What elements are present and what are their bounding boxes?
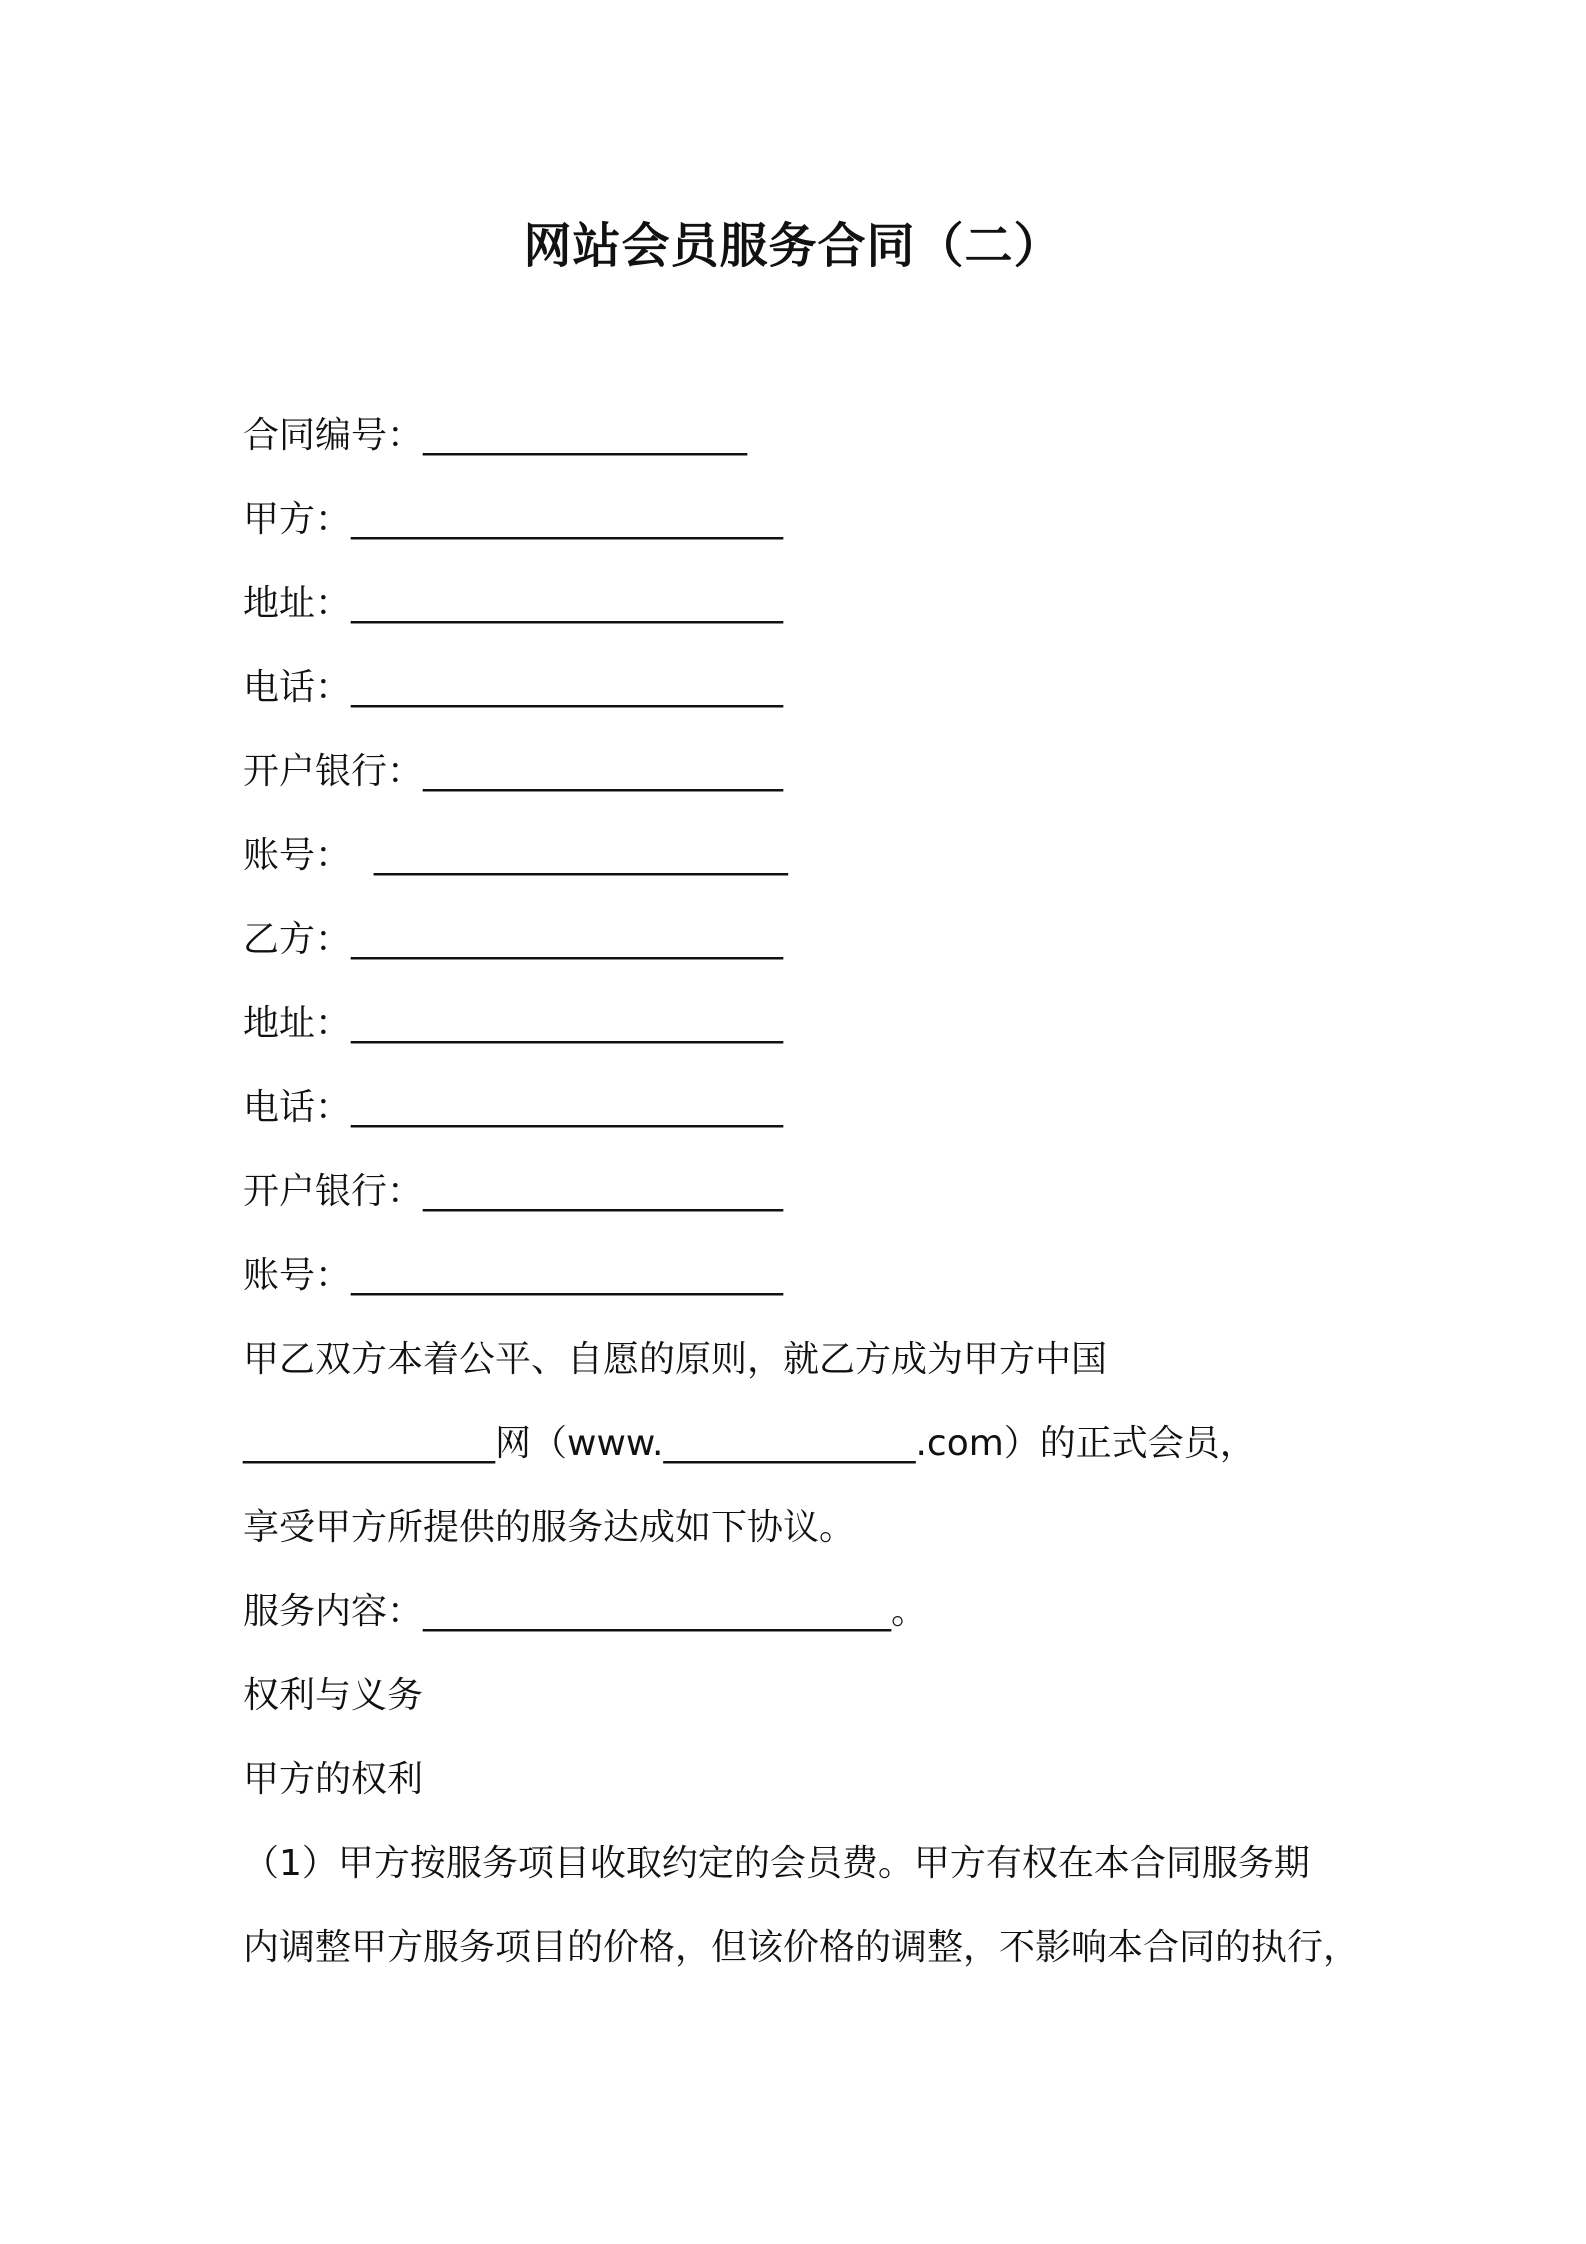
party-a-bank-field: 开户银行：____________________ <box>243 751 784 792</box>
contract-number-field: 合同编号：__________________ <box>243 415 748 456</box>
party-b-phone-field: 电话：________________________ <box>243 1087 784 1128</box>
service-content-field: 服务内容：__________________________。 <box>243 1591 928 1632</box>
party-a-phone-field: 电话：________________________ <box>243 667 784 708</box>
party-a-account-field: 账号： _______________________ <box>243 835 788 876</box>
party-b-bank-field: 开户银行：____________________ <box>243 1171 784 1212</box>
party-a-address-field: 地址：________________________ <box>243 583 784 624</box>
intro-line-1: 甲乙双方本着公平、自愿的原则，就乙方成为甲方中国 <box>243 1339 1108 1380</box>
party-b-field: 乙方：________________________ <box>243 919 784 960</box>
clause-1-line-1: （1）甲方按服务项目收取约定的会员费。甲方有权在本合同服务期 <box>243 1843 1310 1884</box>
party-b-address-field: 地址：________________________ <box>243 1003 784 1044</box>
party-a-field: 甲方：________________________ <box>243 499 784 540</box>
document-title: 网站会员服务合同（二） <box>523 218 1063 274</box>
intro-line-3: 享受甲方所提供的服务达成如下协议。 <box>243 1507 856 1548</box>
clause-1-line-2: 内调整甲方服务项目的价格，但该价格的调整，不影响本合同的执行， <box>243 1927 1360 1968</box>
subsection-heading: 甲方的权利 <box>243 1759 424 1800</box>
party-b-account-field: 账号：________________________ <box>243 1255 784 1296</box>
section-heading: 权利与义务 <box>243 1675 424 1716</box>
intro-line-2: ______________网（www.______________.com）的正式会员， <box>243 1423 1256 1464</box>
